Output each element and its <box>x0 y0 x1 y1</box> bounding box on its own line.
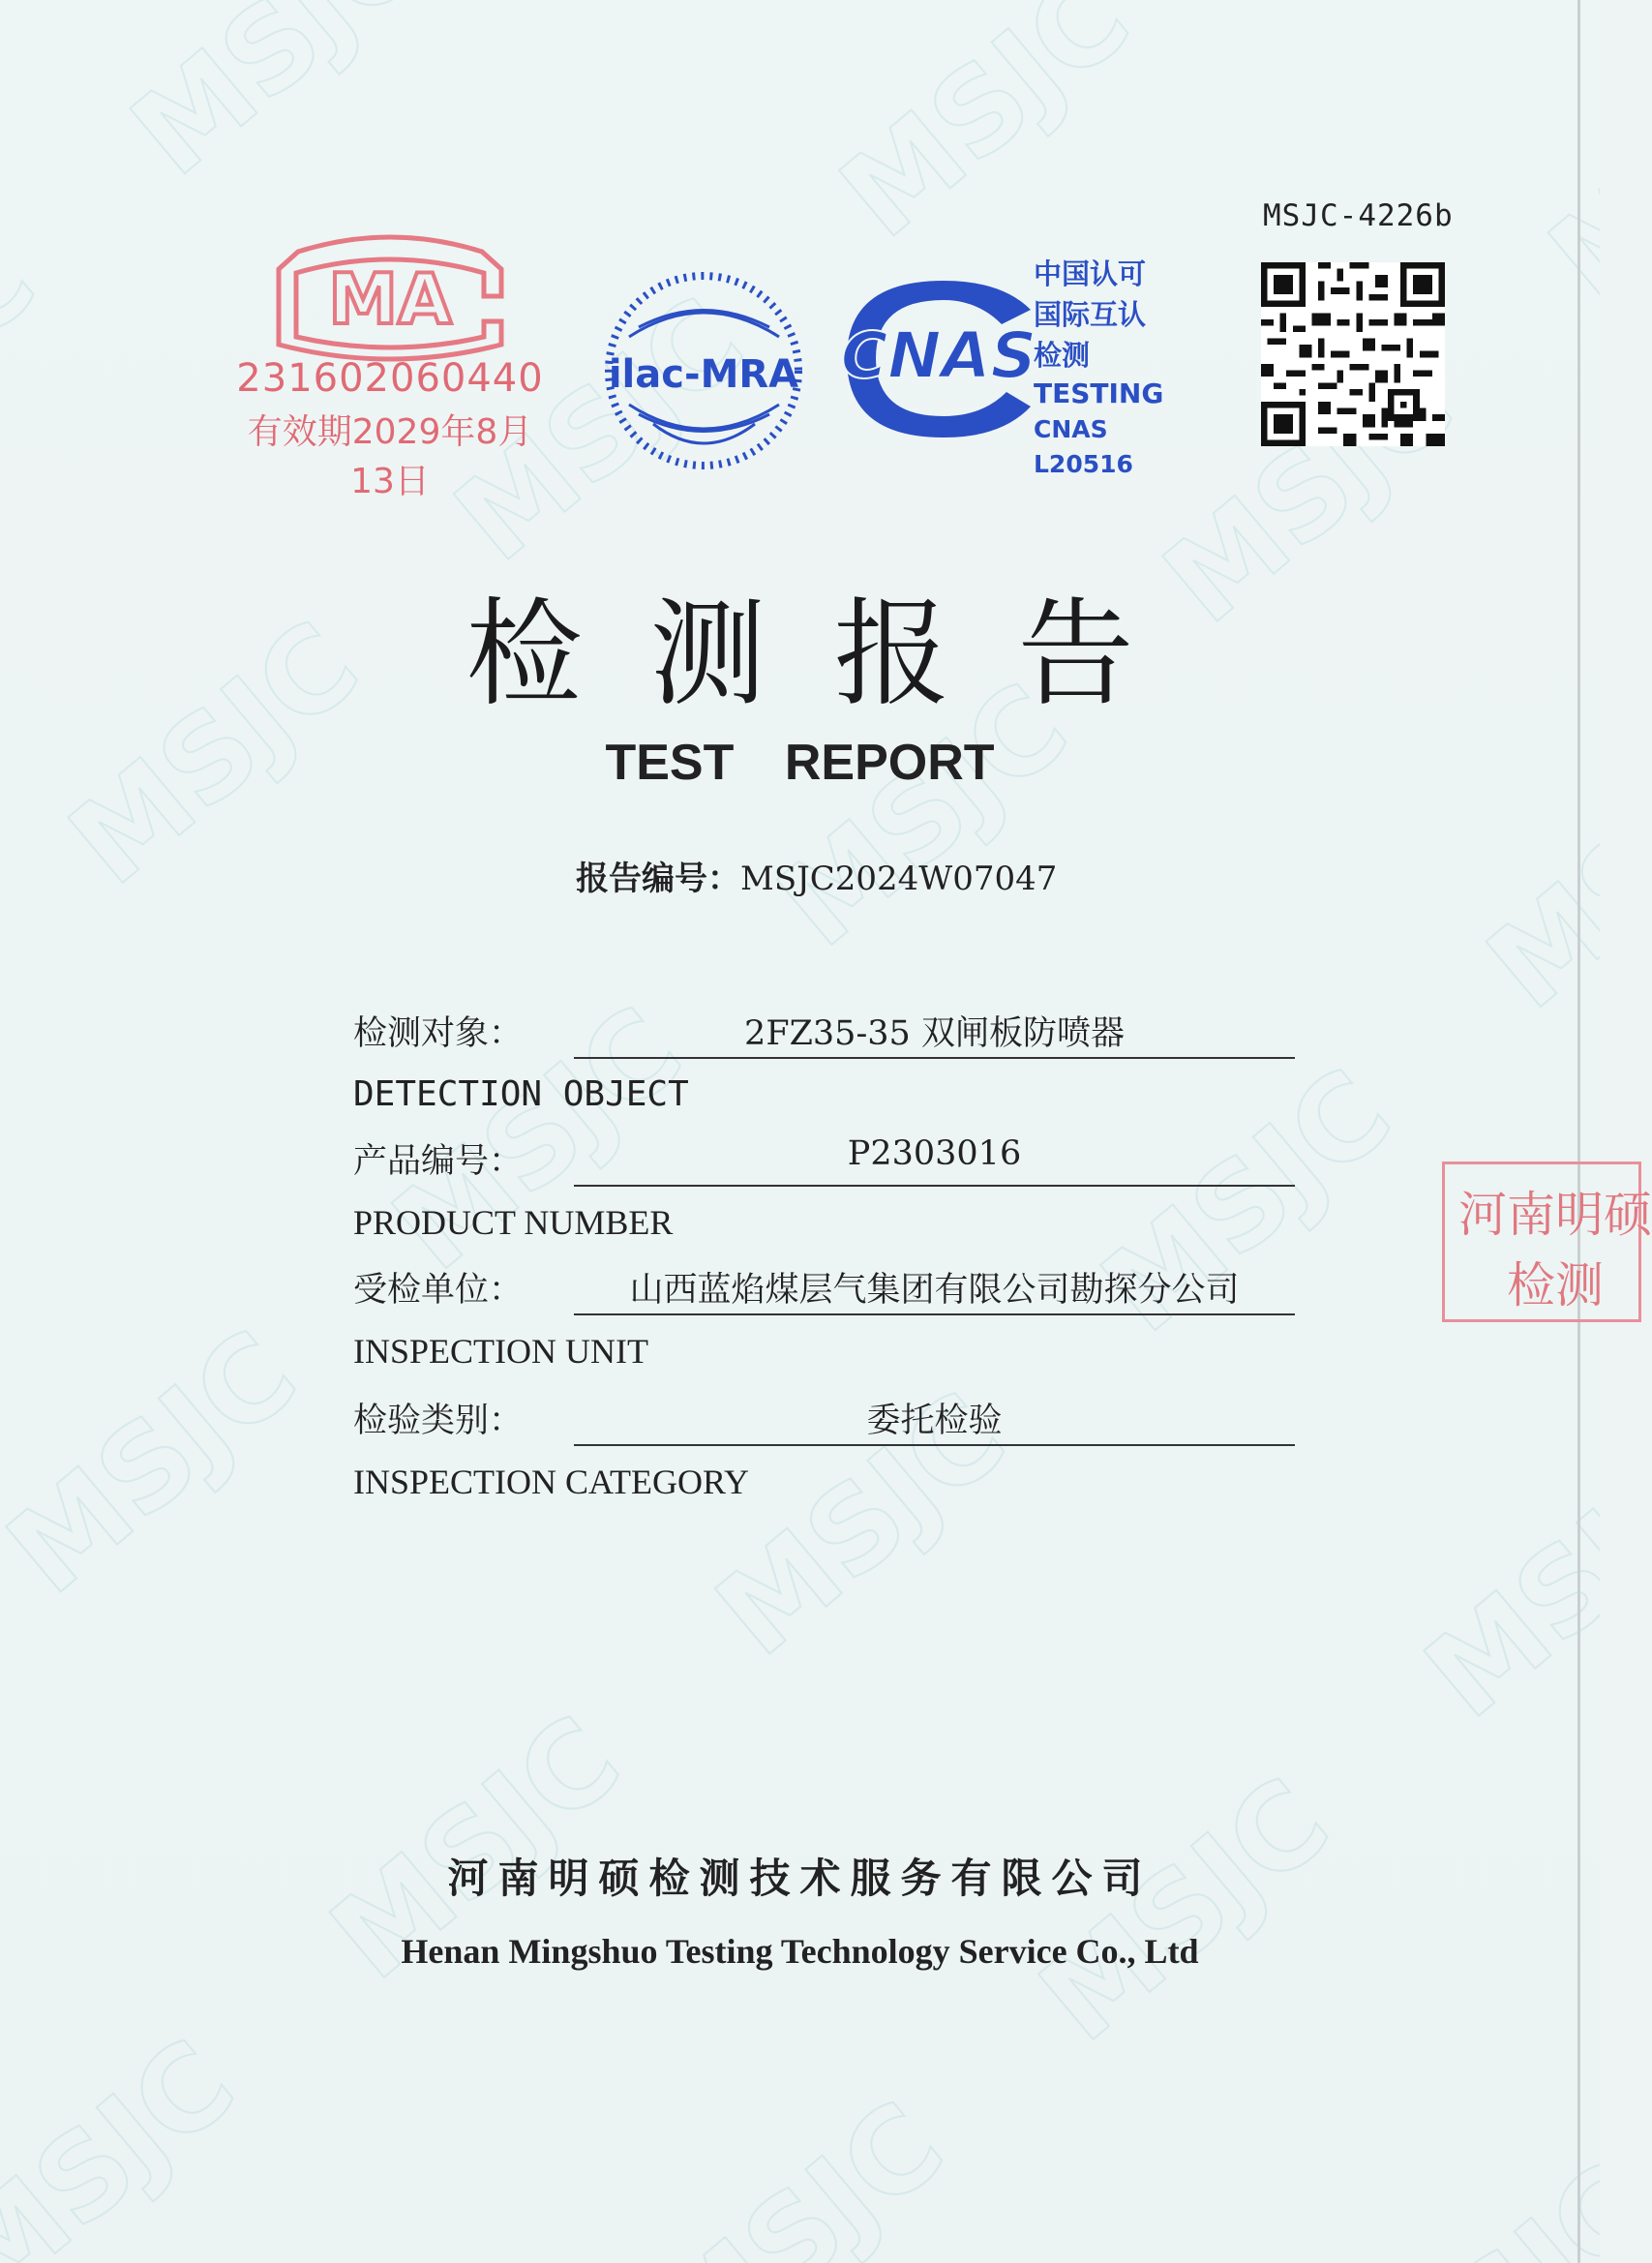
svg-text:CNAS: CNAS <box>840 318 1037 393</box>
field-underline <box>574 1444 1295 1446</box>
field-label-en: PRODUCT NUMBER <box>353 1203 674 1242</box>
qr-code-icon[interactable] <box>1261 261 1445 447</box>
company-seal-stamp <box>1442 1162 1652 1322</box>
field-label-en: INSPECTION UNIT <box>353 1332 648 1371</box>
company-name-cn: 河南明硕检测技术服务有限公司 <box>447 1855 1153 1902</box>
field-label-cn: 受检单位： <box>353 1271 524 1310</box>
field-value: 委托检验 <box>866 1402 1003 1440</box>
report-title-cn: 检测报告 <box>466 588 1202 722</box>
report-number-label: 报告编号： <box>576 860 740 898</box>
cnas-line-2: 国际互认 <box>1034 298 1147 331</box>
cma-validity: 有效期2029年8月13日 <box>247 412 533 501</box>
ilac-mra-logo-icon <box>595 269 813 472</box>
field-underline <box>574 1057 1295 1059</box>
field-underline <box>574 1185 1295 1187</box>
report-title-en: TEST REPORT <box>605 735 995 791</box>
page-edge <box>1577 0 1580 2263</box>
report-number <box>576 852 1057 899</box>
field-value: 2FZ35-35 双闸板防喷器 <box>744 1014 1125 1053</box>
cnas-logo-icon <box>808 271 1045 445</box>
field-label-cn: 检验类别： <box>353 1402 524 1440</box>
cma-stamp <box>230 230 550 501</box>
field-underline <box>574 1313 1295 1315</box>
field-value: P2303016 <box>847 1134 1022 1173</box>
cma-registration-number: 231602060440 <box>236 356 544 401</box>
cnas-line-4: TESTING <box>1034 377 1164 409</box>
field-label-en: DETECTION OBJECT <box>353 1074 689 1114</box>
seal-line-1: 河南明硕 <box>1458 1187 1652 1243</box>
cnas-line-3: 检测 <box>1034 339 1091 372</box>
cma-logo-icon <box>230 230 550 356</box>
company-name-en: Henan Mingshuo Testing Technology Service Co., Ltd <box>401 1932 1199 1971</box>
field-value: 山西蓝焰煤层气集团有限公司勘探分公司 <box>629 1271 1240 1310</box>
cnas-line-5: CNAS L20516 <box>1034 415 1133 478</box>
field-label-cn: 检测对象： <box>353 1014 524 1053</box>
document-code: MSJC-4226b <box>1263 198 1454 233</box>
cnas-accreditation-text <box>1034 254 1198 482</box>
svg-text:ilac-MRA: ilac-MRA <box>608 352 799 397</box>
svg-text:MA: MA <box>328 258 452 340</box>
field-label-en: INSPECTION CATEGORY <box>353 1463 750 1501</box>
cnas-line-1: 中国认可 <box>1034 257 1147 290</box>
field-label-cn: 产品编号： <box>353 1142 524 1181</box>
report-number-value: MSJC2024W07047 <box>740 860 1058 898</box>
seal-line-2: 检测 <box>1507 1257 1604 1313</box>
